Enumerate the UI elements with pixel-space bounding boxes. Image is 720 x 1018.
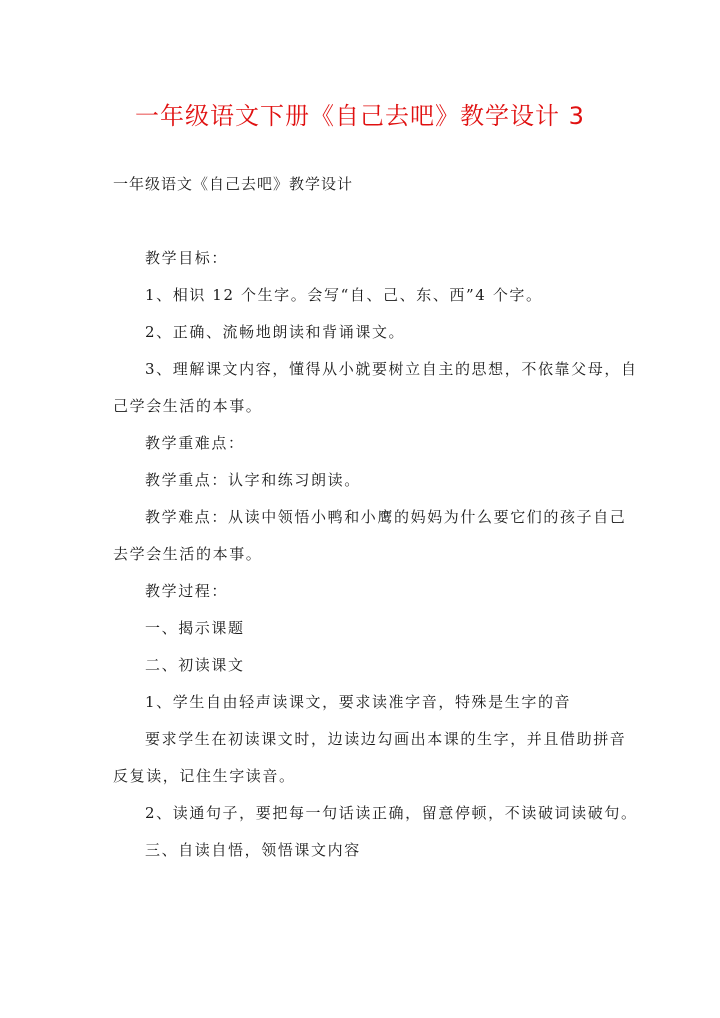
paragraph-step-2: 二、初读课文 (145, 656, 245, 674)
paragraph-teaching-goals-heading: 教学目标： (145, 249, 229, 267)
paragraph-step-3: 三、自读自悟，领悟课文内容 (145, 841, 361, 859)
document-subtitle: 一年级语文《自己去吧》教学设计 (113, 175, 354, 193)
paragraph-key-point: 教学重点：认字和练习朗读。 (145, 471, 361, 489)
paragraph-step-2-item-1: 1、学生自由轻声读课文，要求读准字音，特殊是生字的音 (145, 693, 572, 711)
paragraph-goal-1: 1、相识 12 个生字。会写“自、己、东、西”4 个字。 (145, 286, 543, 304)
paragraph-difficult-point: 教学难点：从读中领悟小鸭和小鹰的妈妈为什么要它们的孩子自己去学会生活的本事。 (113, 508, 627, 563)
document-body (113, 240, 638, 869)
paragraph-process-heading: 教学过程： (145, 582, 229, 600)
paragraph-step-1: 一、揭示课题 (145, 619, 245, 637)
paragraph-key-difficult-heading: 教学重难点： (145, 434, 245, 452)
paragraph-step-2-detail: 要求学生在初读课文时，边读边勾画出本课的生字，并且借助拼音反复读，记住生字读音。 (113, 730, 627, 785)
paragraph-step-2-item-2: 2、读通句子，要把每一句话读正确，留意停顿，不读破词读破句。 (145, 804, 638, 822)
paragraph-goal-3: 3、理解课文内容，懂得从小就要树立自主的思想，不依靠父母，自己学会生活的本事。 (113, 360, 638, 415)
paragraph-goal-2: 2、正确、流畅地朗读和背诵课文。 (145, 323, 406, 341)
document-title: 一年级语文下册《自己去吧》教学设计 3 (135, 102, 585, 130)
